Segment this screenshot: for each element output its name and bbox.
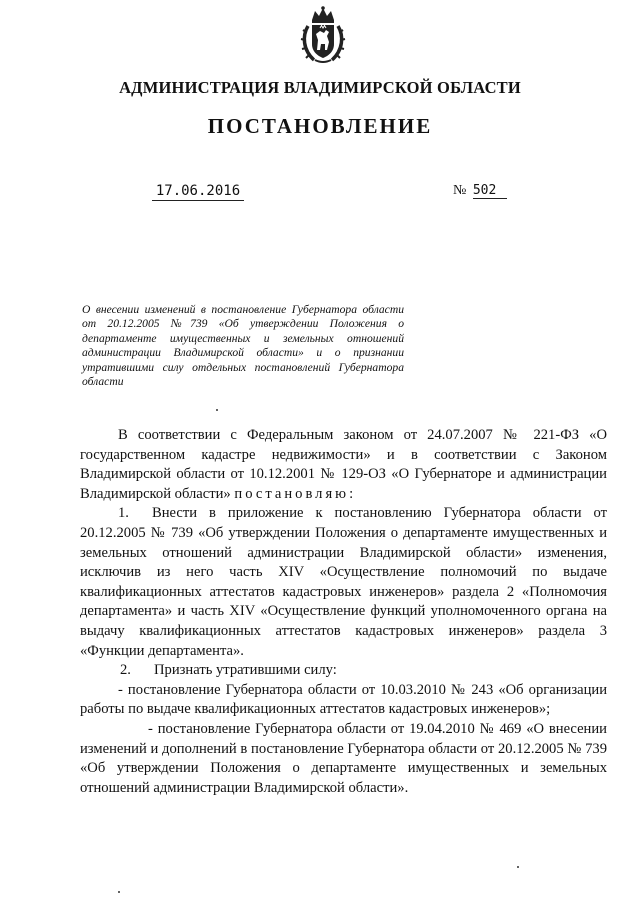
document-number-block (453, 183, 507, 199)
document-date: 17.06.2016 (152, 183, 244, 201)
item-2-number: 2. (120, 662, 131, 679)
preamble-paragraph (80, 426, 607, 504)
stray-mark (216, 409, 218, 411)
item-1-number: 1. (118, 505, 129, 522)
document-number: 502 (473, 183, 507, 199)
stray-mark (118, 891, 120, 893)
stray-mark (517, 866, 519, 868)
preamble-text: В соответствии с Федеральным законом от 24.07.2007 № 221-ФЗ «О государственном кадастре недвижимости» и в соответствии с Законом Владимирской области от 10.12.2001 № 129-ОЗ «О Губернаторе и администрации Владимирской области» (80, 427, 607, 502)
repealed-item-1: - постановление Губернатора области от 10.03.2010 № 243 «Об организации работы по выдаче квалификационных аттестатов кадастровых инженеров»; (80, 681, 607, 718)
item-1-text: Внести в приложение к постановлению Губернатора области от 20.12.2005 № 739 «Об утверждении Положения о департаменте имущественных и земельных отношений администрации Владимирской области» изменения, исключив из него часть XIV «Осуществление полномочий по выдаче квалификационных аттестатов кадастровых инженеров» раздела 2 «Полномочия департамента» и часть XIV «Осуществление функций уполномоченного органа на выдачу квалификационных аттестатов кадастровых инженеров» раздела 3 «Функции департамента». (80, 505, 607, 659)
repealed-item-2: - постановление Губернатора области от 19.04.2010 № 469 «О внесении изменений и дополнений в постановление Губернатора области от 20.12.2005 № 739 «Об утверждении Положения о департаменте имущественных и земельных отношений администрации Владимирской области». (80, 720, 607, 796)
item-2-text: Признать утратившими силу: (154, 662, 337, 679)
coat-of-arms-icon (300, 6, 346, 64)
decree-word: постановляю: (234, 485, 357, 502)
document-type-title: ПОСТАНОВЛЕНИЕ (207, 114, 433, 138)
number-sign: № (453, 183, 467, 198)
document-subject: О внесении изменений в постановление Губернатора области от 20.12.2005 №739 «Об утверждении Положения о департаменте имущественных и земельных отношений администрации Владимирской области» и о признании утратившими силу отдельных постановлений Губернатора области (82, 303, 404, 389)
item-1-paragraph (80, 504, 607, 661)
item-2-paragraph (80, 661, 607, 681)
document-body (80, 426, 607, 798)
organization-name: АДМИНИСТРАЦИЯ ВЛАДИМИРСКОЙ ОБЛАСТИ (119, 78, 521, 97)
